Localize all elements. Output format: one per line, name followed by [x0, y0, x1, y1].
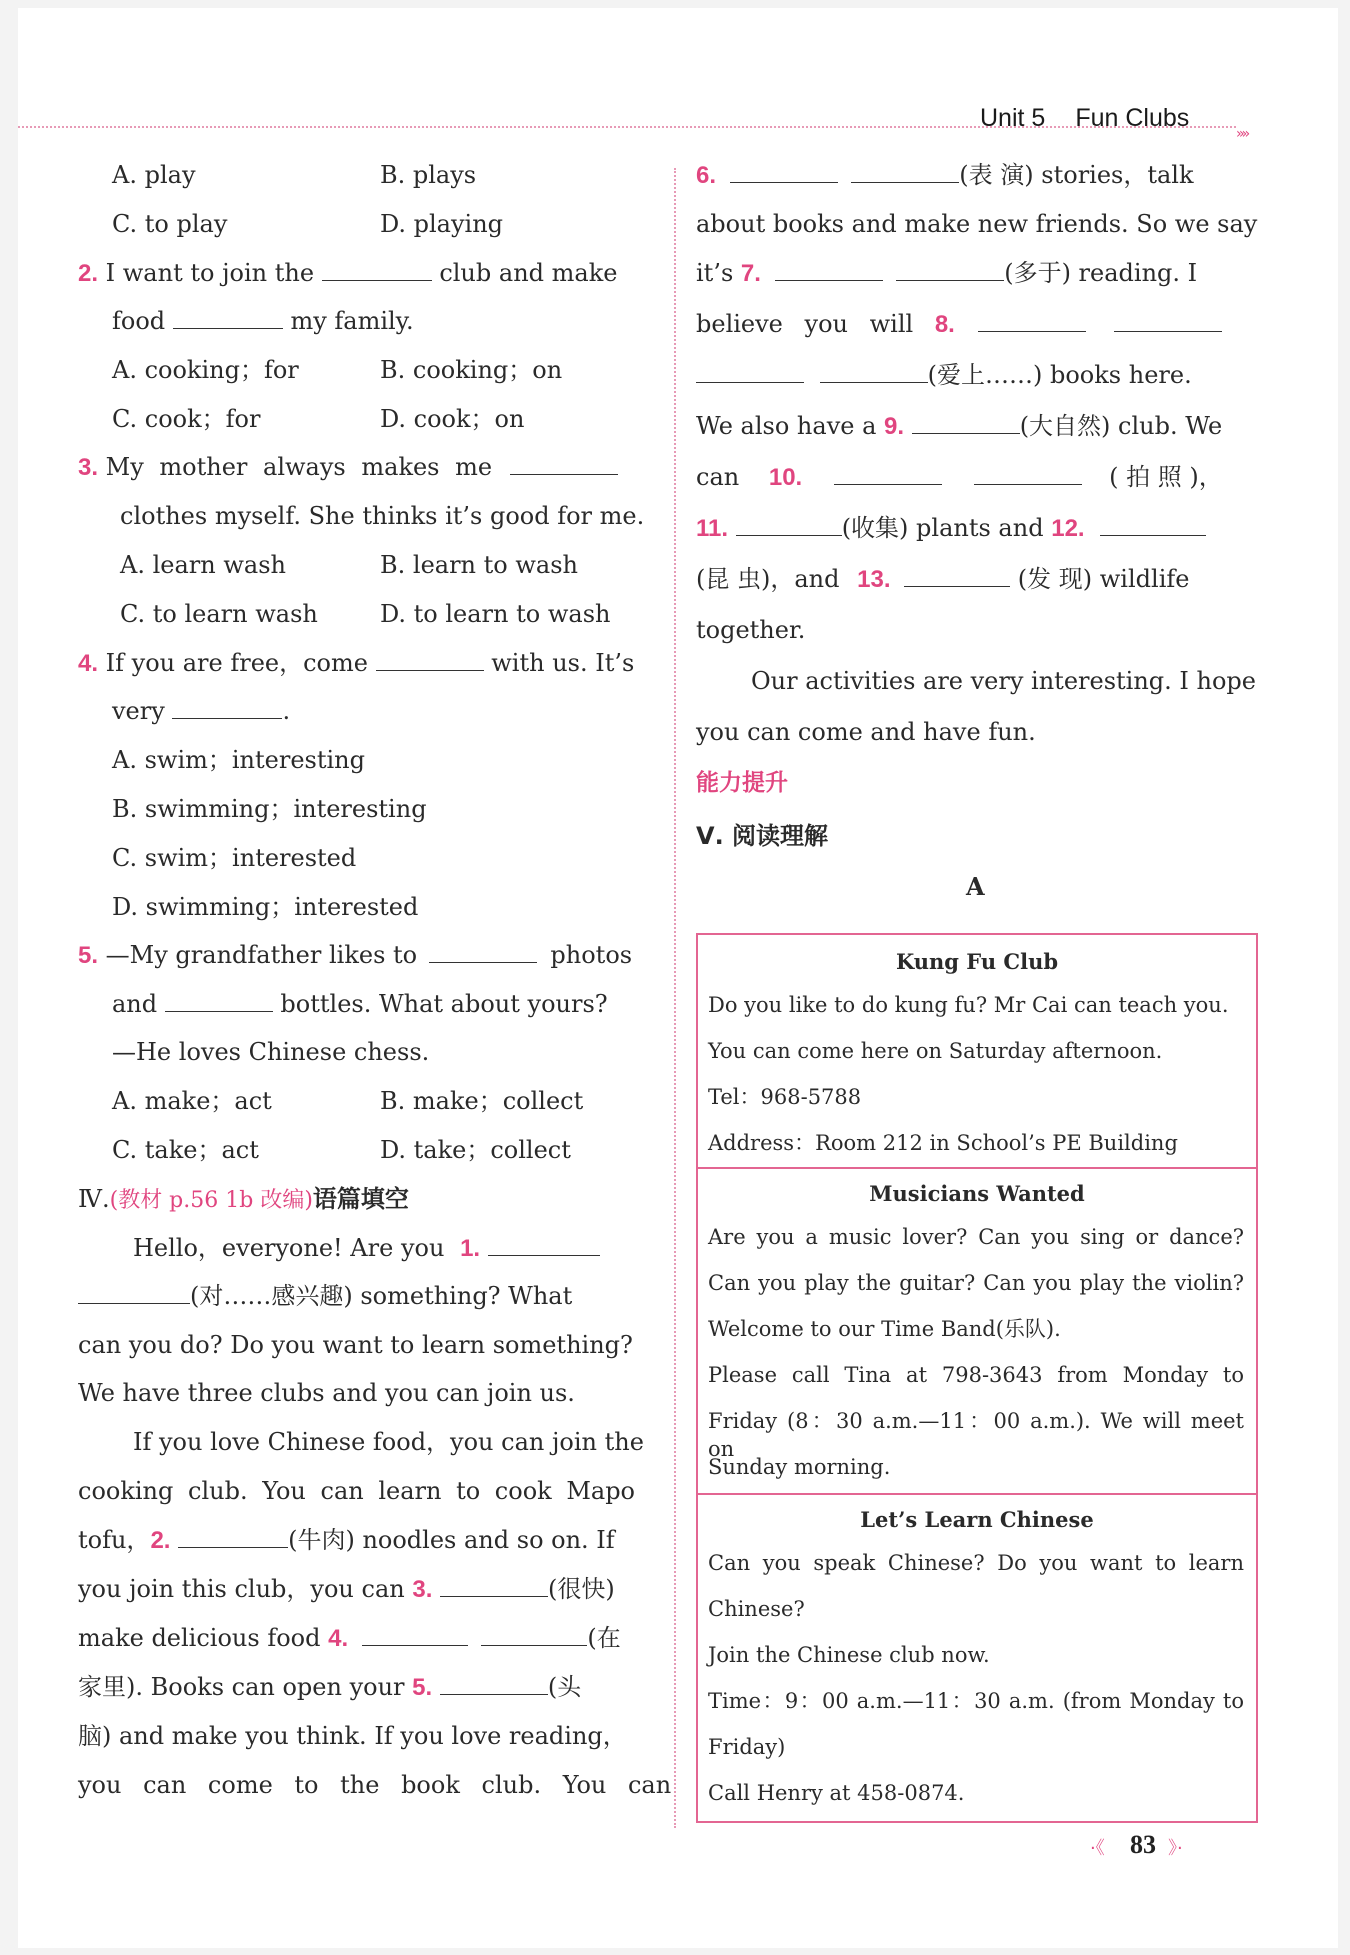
blank-number-11: 11.	[696, 515, 729, 542]
section-5-title: Ⅴ. 阅读理解	[696, 822, 829, 850]
q2-option-b[interactable]: B. cooking；on	[380, 356, 563, 384]
blank-number-12: 12.	[1051, 515, 1085, 542]
blank-4a[interactable]	[362, 1623, 468, 1646]
chinese-title: Let’s Learn Chinese	[860, 1507, 1094, 1532]
q2-line1	[78, 258, 654, 289]
passage-text: (收集) plants and	[841, 514, 1044, 542]
passage-text: (爱上……) books here.	[927, 361, 1192, 389]
box-divider	[698, 1493, 1256, 1495]
section-4-title: 语篇填空	[312, 1185, 409, 1213]
blank-8c[interactable]	[696, 360, 804, 383]
box-divider	[698, 1167, 1256, 1169]
right-line11: Our activities are very interesting. I hope	[751, 667, 1256, 695]
blank-number-4: 4.	[328, 1625, 349, 1652]
q1-option-c[interactable]: C. to play	[112, 210, 228, 238]
blank-7a[interactable]	[775, 258, 883, 281]
right-line6	[696, 411, 1222, 442]
q2-number: 2.	[78, 260, 99, 287]
chinese-line1: Can you speak Chinese? Do you want to learn	[708, 1551, 1244, 1575]
q4-text-d: .	[282, 697, 291, 725]
blank-number-3: 3.	[412, 1576, 433, 1603]
passage-text: you join this club，you can	[78, 1575, 405, 1603]
blank-number-13: 13.	[857, 566, 891, 593]
blank-8b[interactable]	[1114, 309, 1222, 332]
q4-number: 4.	[78, 650, 99, 677]
q3-option-b[interactable]: B. learn to wash	[380, 551, 578, 579]
musicians-line2: Can you play the guitar? Can you play the violin?	[708, 1271, 1244, 1295]
passage-text: (头	[547, 1673, 582, 1701]
unit-header	[980, 104, 1189, 133]
q4-text-c: very	[112, 697, 165, 725]
blank-8a[interactable]	[978, 309, 1086, 332]
kungfu-line1: Do you like to do kung fu? Mr Cai can teach you.	[708, 993, 1229, 1017]
passage-text: believe you will	[696, 310, 914, 338]
q4-option-a[interactable]: A. swim；interesting	[112, 746, 365, 774]
q4-option-d[interactable]: D. swimming；interested	[112, 893, 419, 921]
chinese-line6: Call Henry at 458-0874.	[708, 1781, 965, 1805]
blank-number-8: 8.	[934, 311, 955, 338]
q2-option-a[interactable]: A. cooking；for	[112, 356, 299, 384]
q2-text-c: food	[112, 307, 166, 335]
q3-line1	[78, 452, 618, 483]
q5-option-a[interactable]: A. make；act	[112, 1087, 272, 1115]
blank-7b[interactable]	[896, 258, 1004, 281]
q4-line2	[112, 696, 290, 726]
passage-p2-line4	[78, 1574, 615, 1605]
blank-11[interactable]	[736, 513, 842, 536]
q1-option-b[interactable]: B. plays	[380, 161, 477, 189]
blank-4b[interactable]	[481, 1623, 587, 1646]
musicians-line3: Welcome to our Time Band(乐队).	[708, 1317, 1061, 1341]
passage-text: tofu，	[78, 1526, 151, 1554]
musicians-title: Musicians Wanted	[869, 1181, 1085, 1206]
q2-blank-2[interactable]	[173, 306, 283, 329]
q2-option-c[interactable]: C. cook；for	[112, 405, 261, 433]
q2-text-a: I want to join the	[105, 259, 315, 287]
right-line2: about books and make new friends. So we say	[696, 210, 1258, 238]
q2-line2	[112, 306, 414, 336]
blank-number-6: 6.	[696, 162, 717, 189]
passage-p1-line4: We have three clubs and you can join us.	[78, 1379, 575, 1407]
passage-p2-line5	[78, 1623, 621, 1654]
passage-p1-line1	[133, 1233, 600, 1264]
passage-p1-line2	[78, 1281, 572, 1311]
passage-text: (发 现) wildlife	[1017, 565, 1190, 593]
page-number: 83	[1130, 1830, 1156, 1859]
right-line5	[696, 360, 1192, 390]
passage-text: ( 拍 照 )，	[1109, 463, 1223, 491]
q3-option-c[interactable]: C. to learn wash	[120, 600, 318, 628]
passage-text: can	[696, 463, 740, 491]
q2-option-d[interactable]: D. cook；on	[380, 405, 525, 433]
section-4-roman: Ⅳ.	[78, 1185, 110, 1213]
passage-text: (昆 虫)，and	[696, 565, 840, 593]
page-number-right-deco-icon: 》·	[1168, 1838, 1183, 1859]
passage-p2-line2: cooking club. You can learn to cook Mapo	[78, 1477, 636, 1505]
blank-6a[interactable]	[730, 160, 838, 183]
right-line8	[696, 513, 1206, 544]
passage-text: (很快)	[548, 1575, 615, 1603]
blank-number-5: 5.	[412, 1674, 433, 1701]
kungfu-title: Kung Fu Club	[895, 949, 1059, 974]
musicians-line6: Sunday morning.	[708, 1455, 891, 1479]
section-4-heading	[78, 1184, 409, 1216]
reading-notice-box	[696, 933, 1258, 1823]
q5-text-a: —My grandfather likes to	[105, 941, 418, 969]
ability-heading: 能力提升	[696, 770, 788, 796]
column-divider	[674, 168, 676, 1828]
passage-p2-line6	[78, 1672, 581, 1703]
q2-text-d: my family.	[290, 307, 414, 335]
blank-1b[interactable]	[78, 1281, 190, 1304]
blank-8d[interactable]	[820, 360, 928, 383]
blank-10b[interactable]	[974, 462, 1082, 485]
right-line9	[696, 564, 1189, 595]
q4-option-b[interactable]: B. swimming；interesting	[112, 795, 427, 823]
q5-text-d: bottles. What about yours?	[280, 990, 608, 1018]
unit-label: Unit 5	[980, 104, 1046, 132]
q5-option-c[interactable]: C. take；act	[112, 1136, 259, 1164]
q4-text-b: with us. It’s	[491, 649, 635, 677]
passage-text: (多于) reading. I	[1004, 259, 1198, 287]
blank-9[interactable]	[912, 411, 1020, 434]
blank-5[interactable]	[440, 1672, 548, 1695]
blank-number-7: 7.	[740, 260, 761, 287]
blank-number-10: 10.	[768, 464, 803, 491]
musicians-line5: Friday (8：30 a.m.—11：00 a.m.). We will meet on	[708, 1409, 1244, 1461]
q4-line1	[78, 648, 634, 679]
header-arrows-icon: »»	[1236, 126, 1248, 142]
q5-blank-1[interactable]	[429, 940, 537, 963]
kungfu-line2: You can come here on Saturday afternoon.	[708, 1039, 1163, 1063]
passage-text: it’s	[696, 259, 734, 287]
q2-blank-1[interactable]	[322, 258, 432, 281]
chinese-line2: Chinese?	[708, 1597, 805, 1621]
passage-text: 家里). Books can open your	[78, 1673, 405, 1701]
passage-p1-line3: can you do? Do you want to learn something?	[78, 1331, 633, 1359]
q5-text-c: and	[112, 990, 158, 1018]
passage-text: (牛肉) noodles and so on. If	[288, 1526, 615, 1554]
blank-3[interactable]	[440, 1574, 548, 1597]
q5-line3: —He loves Chinese chess.	[112, 1038, 430, 1066]
blank-number-2: 2.	[150, 1527, 171, 1554]
passage-text: (对……感兴趣) something? What	[190, 1282, 573, 1310]
q3-line2: clothes myself. She thinks it’s good for me.	[120, 502, 645, 530]
chinese-line4: Time：9：00 a.m.—11：30 a.m. (from Monday to	[708, 1689, 1244, 1713]
right-line3	[696, 258, 1197, 289]
page-number-left-deco-icon: ·《	[1090, 1838, 1105, 1859]
q4-blank-2[interactable]	[172, 696, 282, 719]
chinese-line5: Friday)	[708, 1735, 786, 1759]
kungfu-line4: Address：Room 212 in School’s PE Building	[708, 1131, 1178, 1155]
passage-text: (大自然) club. We	[1019, 412, 1223, 440]
passage-p2-line7: 脑) and make you think. If you love reading，	[78, 1722, 627, 1750]
blank-10a[interactable]	[834, 462, 942, 485]
q5-option-b[interactable]: B. make；collect	[380, 1087, 584, 1115]
blank-2[interactable]	[178, 1525, 288, 1548]
blank-12a[interactable]	[1100, 513, 1206, 536]
right-line1	[696, 160, 1194, 191]
musicians-line4: Please call Tina at 798-3643 from Monday to	[708, 1363, 1244, 1387]
section-4-source: (教材 p.56 1b 改编)	[109, 1188, 313, 1213]
passage-text: Hello，everyone! Are you	[133, 1234, 445, 1262]
q4-blank-1[interactable]	[376, 648, 484, 671]
q3-option-a[interactable]: A. learn wash	[120, 551, 286, 579]
passage-p2-line1: If you love Chinese food，you can join the	[133, 1428, 644, 1456]
passage-p2-line3	[78, 1525, 615, 1556]
q3-option-d[interactable]: D. to learn to wash	[380, 600, 611, 628]
q5-blank-2[interactable]	[165, 989, 273, 1012]
q3-blank[interactable]	[510, 452, 618, 475]
passage-text: make delicious food	[78, 1624, 321, 1652]
q3-text-a: My mother always makes me	[105, 453, 493, 481]
passage-text: (在	[587, 1624, 621, 1652]
right-line7	[696, 462, 1223, 493]
section-5-heading	[696, 821, 828, 851]
right-line4	[696, 309, 1222, 340]
q5-option-d[interactable]: D. take；collect	[380, 1136, 571, 1164]
blank-number-1: 1.	[460, 1235, 481, 1262]
passage-p2-line8: you can come to the book club. You can	[78, 1771, 672, 1799]
blank-1a[interactable]	[488, 1233, 600, 1256]
q5-number: 5.	[78, 942, 99, 969]
workbook-page	[18, 8, 1338, 1948]
right-line10: together.	[696, 616, 806, 644]
q4-option-c[interactable]: C. swim；interested	[112, 844, 357, 872]
q4-text-a: If you are free，come	[105, 649, 368, 677]
q5-line2	[112, 989, 608, 1019]
q5-text-b: photos	[550, 941, 633, 969]
passage-text: (表 演) stories，talk	[959, 161, 1194, 189]
q1-option-d[interactable]: D. playing	[380, 210, 504, 238]
chinese-line3: Join the Chinese club now.	[708, 1643, 990, 1667]
unit-title: Fun Clubs	[1075, 104, 1190, 132]
q5-line1	[78, 940, 632, 971]
kungfu-line3: Tel：968-5788	[708, 1085, 862, 1109]
right-line12: you can come and have fun.	[696, 718, 1036, 746]
musicians-line1: Are you a music lover? Can you sing or dance?	[708, 1225, 1244, 1249]
q1-option-a[interactable]: A. play	[112, 161, 196, 189]
blank-13[interactable]	[904, 564, 1010, 587]
passage-text: We also have a	[696, 412, 877, 440]
q3-number: 3.	[78, 454, 99, 481]
blank-6b[interactable]	[851, 160, 959, 183]
blank-number-9: 9.	[884, 413, 905, 440]
q2-text-b: club and make	[439, 259, 618, 287]
part-a-label: A	[966, 872, 985, 901]
